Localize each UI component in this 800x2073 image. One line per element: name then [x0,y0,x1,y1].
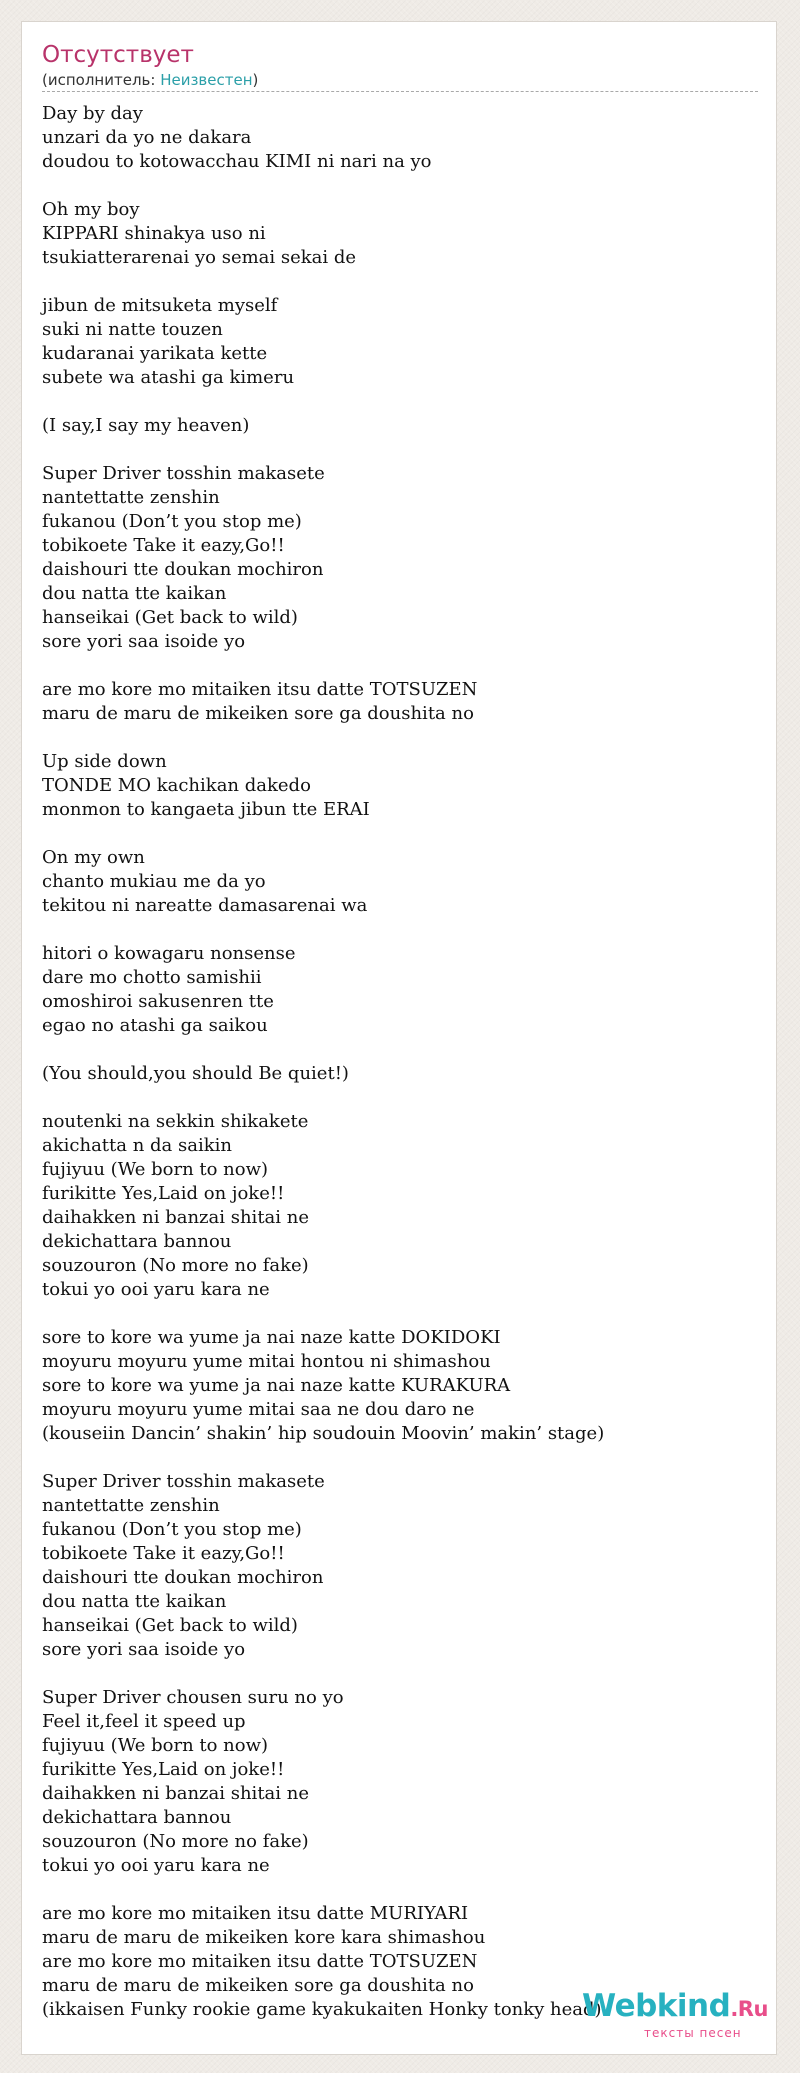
lyric-line: sore yori saa isoide yo [42,1639,246,1660]
lyric-line: tokui yo ooi yaru kara ne [42,1855,270,1876]
artist-link[interactable]: Неизвестен [160,71,253,89]
lyric-blank-line [42,1086,762,1110]
logo-wordmark [582,1986,768,2029]
lyric-blank-line [42,822,762,846]
lyric-line: Up side down [42,751,167,772]
lyric-line: akichatta n da saikin [42,1135,232,1156]
lyric-line: TONDE MO kachikan dakedo [42,775,311,796]
artist-suffix: ) [252,71,259,89]
lyric-line: subete wa atashi ga kimeru [42,367,295,388]
lyric-line: fukanou (Don’t you stop me) [42,511,302,532]
lyric-blank-line [42,270,762,294]
lyric-line: daihakken ni banzai shitai ne [42,1783,310,1804]
lyric-line: dare mo chotto samishii [42,967,262,988]
lyric-line: souzouron (No more no fake) [42,1831,309,1852]
lyric-line: maru de maru de mikeiken sore ga doushita no [42,703,474,724]
artist-prefix: (исполнитель: [42,71,161,89]
logo-tld: .Ru [730,1997,768,2021]
artist-line [42,71,258,89]
lyric-blank-line [42,1302,762,1326]
lyric-line: fujiyuu (We born to now) [42,1159,269,1180]
lyric-line: KIPPARI shinakya uso ni [42,223,266,244]
lyric-line: daishouri tte doukan mochiron [42,1567,324,1588]
lyric-line: Feel it,feel it speed up [42,1711,246,1732]
lyric-blank-line [42,438,762,462]
lyric-line: Oh my boy [42,199,140,220]
lyric-line: chanto mukiau me da yo [42,871,266,892]
lyrics-card [21,21,777,2055]
lyric-line: Super Driver tosshin makasete [42,463,325,484]
lyric-line: moyuru moyuru yume mitai hontou ni shimashou [42,1351,491,1372]
lyric-line: (I say,I say my heaven) [42,415,250,436]
lyric-blank-line [42,1446,762,1470]
title-divider [42,91,758,92]
lyric-line: dekichattara bannou [42,1231,232,1252]
lyric-line: dekichattara bannou [42,1807,232,1828]
lyric-line: (ikkaisen Funky rookie game kyakukaiten Honky tonky head) [42,1999,602,2020]
lyric-line: unzari da yo ne dakara [42,127,252,148]
lyric-blank-line [42,390,762,414]
lyric-line: are mo kore mo mitaiken itsu datte MURIYARI [42,1903,469,1924]
lyric-blank-line [42,1878,762,1902]
lyric-line: On my own [42,847,145,868]
lyric-line: daihakken ni banzai shitai ne [42,1207,310,1228]
song-title: Отсутствует [42,42,194,68]
lyric-line: maru de maru de mikeiken sore ga doushita no [42,1975,474,1996]
lyric-line: hitori o kowagaru nonsense [42,943,296,964]
lyric-line: suki ni natte touzen [42,319,223,340]
lyric-blank-line [42,654,762,678]
lyric-line: tsukiatterarenai yo semai sekai de [42,247,357,268]
lyric-line: tekitou ni nareatte damasarenai wa [42,895,368,916]
lyric-blank-line [42,1662,762,1686]
lyric-line: fukanou (Don’t you stop me) [42,1519,302,1540]
lyric-blank-line [42,1038,762,1062]
lyric-line: hanseikai (Get back to wild) [42,1615,298,1636]
lyric-line: sore to kore wa yume ja nai naze katte KURAKURA [42,1375,511,1396]
lyric-line: doudou to kotowacchau KIMI ni nari na yo [42,151,432,172]
lyric-line: tobikoete Take it eazy,Go!! [42,1543,285,1564]
lyric-line: egao no atashi ga saikou [42,1015,268,1036]
lyric-line: monmon to kangaeta jibun tte ERAI [42,799,370,820]
lyric-line: Day by day [42,103,143,124]
lyric-line: (You should,you should Be quiet!) [42,1063,349,1084]
lyric-line: Super Driver tosshin makasete [42,1471,325,1492]
lyric-line: tokui yo ooi yaru kara ne [42,1279,270,1300]
lyric-line: (kouseiin Dancin’ shakin’ hip soudouin Moovin’ makin’ stage) [42,1423,605,1444]
logo-tagline: тексты песен [644,2026,742,2040]
lyric-line: sore yori saa isoide yo [42,631,246,652]
lyric-line: sore to kore wa yume ja nai naze katte DOKIDOKI [42,1327,501,1348]
lyric-line: kudaranai yarikata kette [42,343,268,364]
lyric-line: are mo kore mo mitaiken itsu datte TOTSUZEN [42,1951,478,1972]
lyric-line: tobikoete Take it eazy,Go!! [42,535,285,556]
lyric-line: hanseikai (Get back to wild) [42,607,298,628]
lyric-line: dou natta tte kaikan [42,1591,227,1612]
lyric-line: daishouri tte doukan mochiron [42,559,324,580]
lyric-line: are mo kore mo mitaiken itsu datte TOTSUZEN [42,679,478,700]
lyric-line: furikitte Yes,Laid on joke!! [42,1759,285,1780]
lyric-line: nantettatte zenshin [42,1495,220,1516]
lyric-line: omoshiroi sakusenren tte [42,991,274,1012]
lyrics-text [42,102,762,2022]
lyric-blank-line [42,174,762,198]
lyric-line: souzouron (No more no fake) [42,1255,309,1276]
lyric-line: jibun de mitsuketa myself [42,295,278,316]
lyric-blank-line [42,726,762,750]
lyric-line: moyuru moyuru yume mitai saa ne dou daro ne [42,1399,475,1420]
lyric-line: furikitte Yes,Laid on joke!! [42,1183,285,1204]
logo-main-text: Webkind [582,1988,731,2024]
lyric-line: maru de maru de mikeiken kore kara shimashou [42,1927,486,1948]
lyric-line: Super Driver chousen suru no yo [42,1687,344,1708]
lyric-line: noutenki na sekkin shikakete [42,1111,309,1132]
webkind-logo[interactable] [560,1986,770,2046]
lyric-blank-line [42,918,762,942]
lyric-line: dou natta tte kaikan [42,583,227,604]
lyric-line: nantettatte zenshin [42,487,220,508]
lyric-line: fujiyuu (We born to now) [42,1735,269,1756]
